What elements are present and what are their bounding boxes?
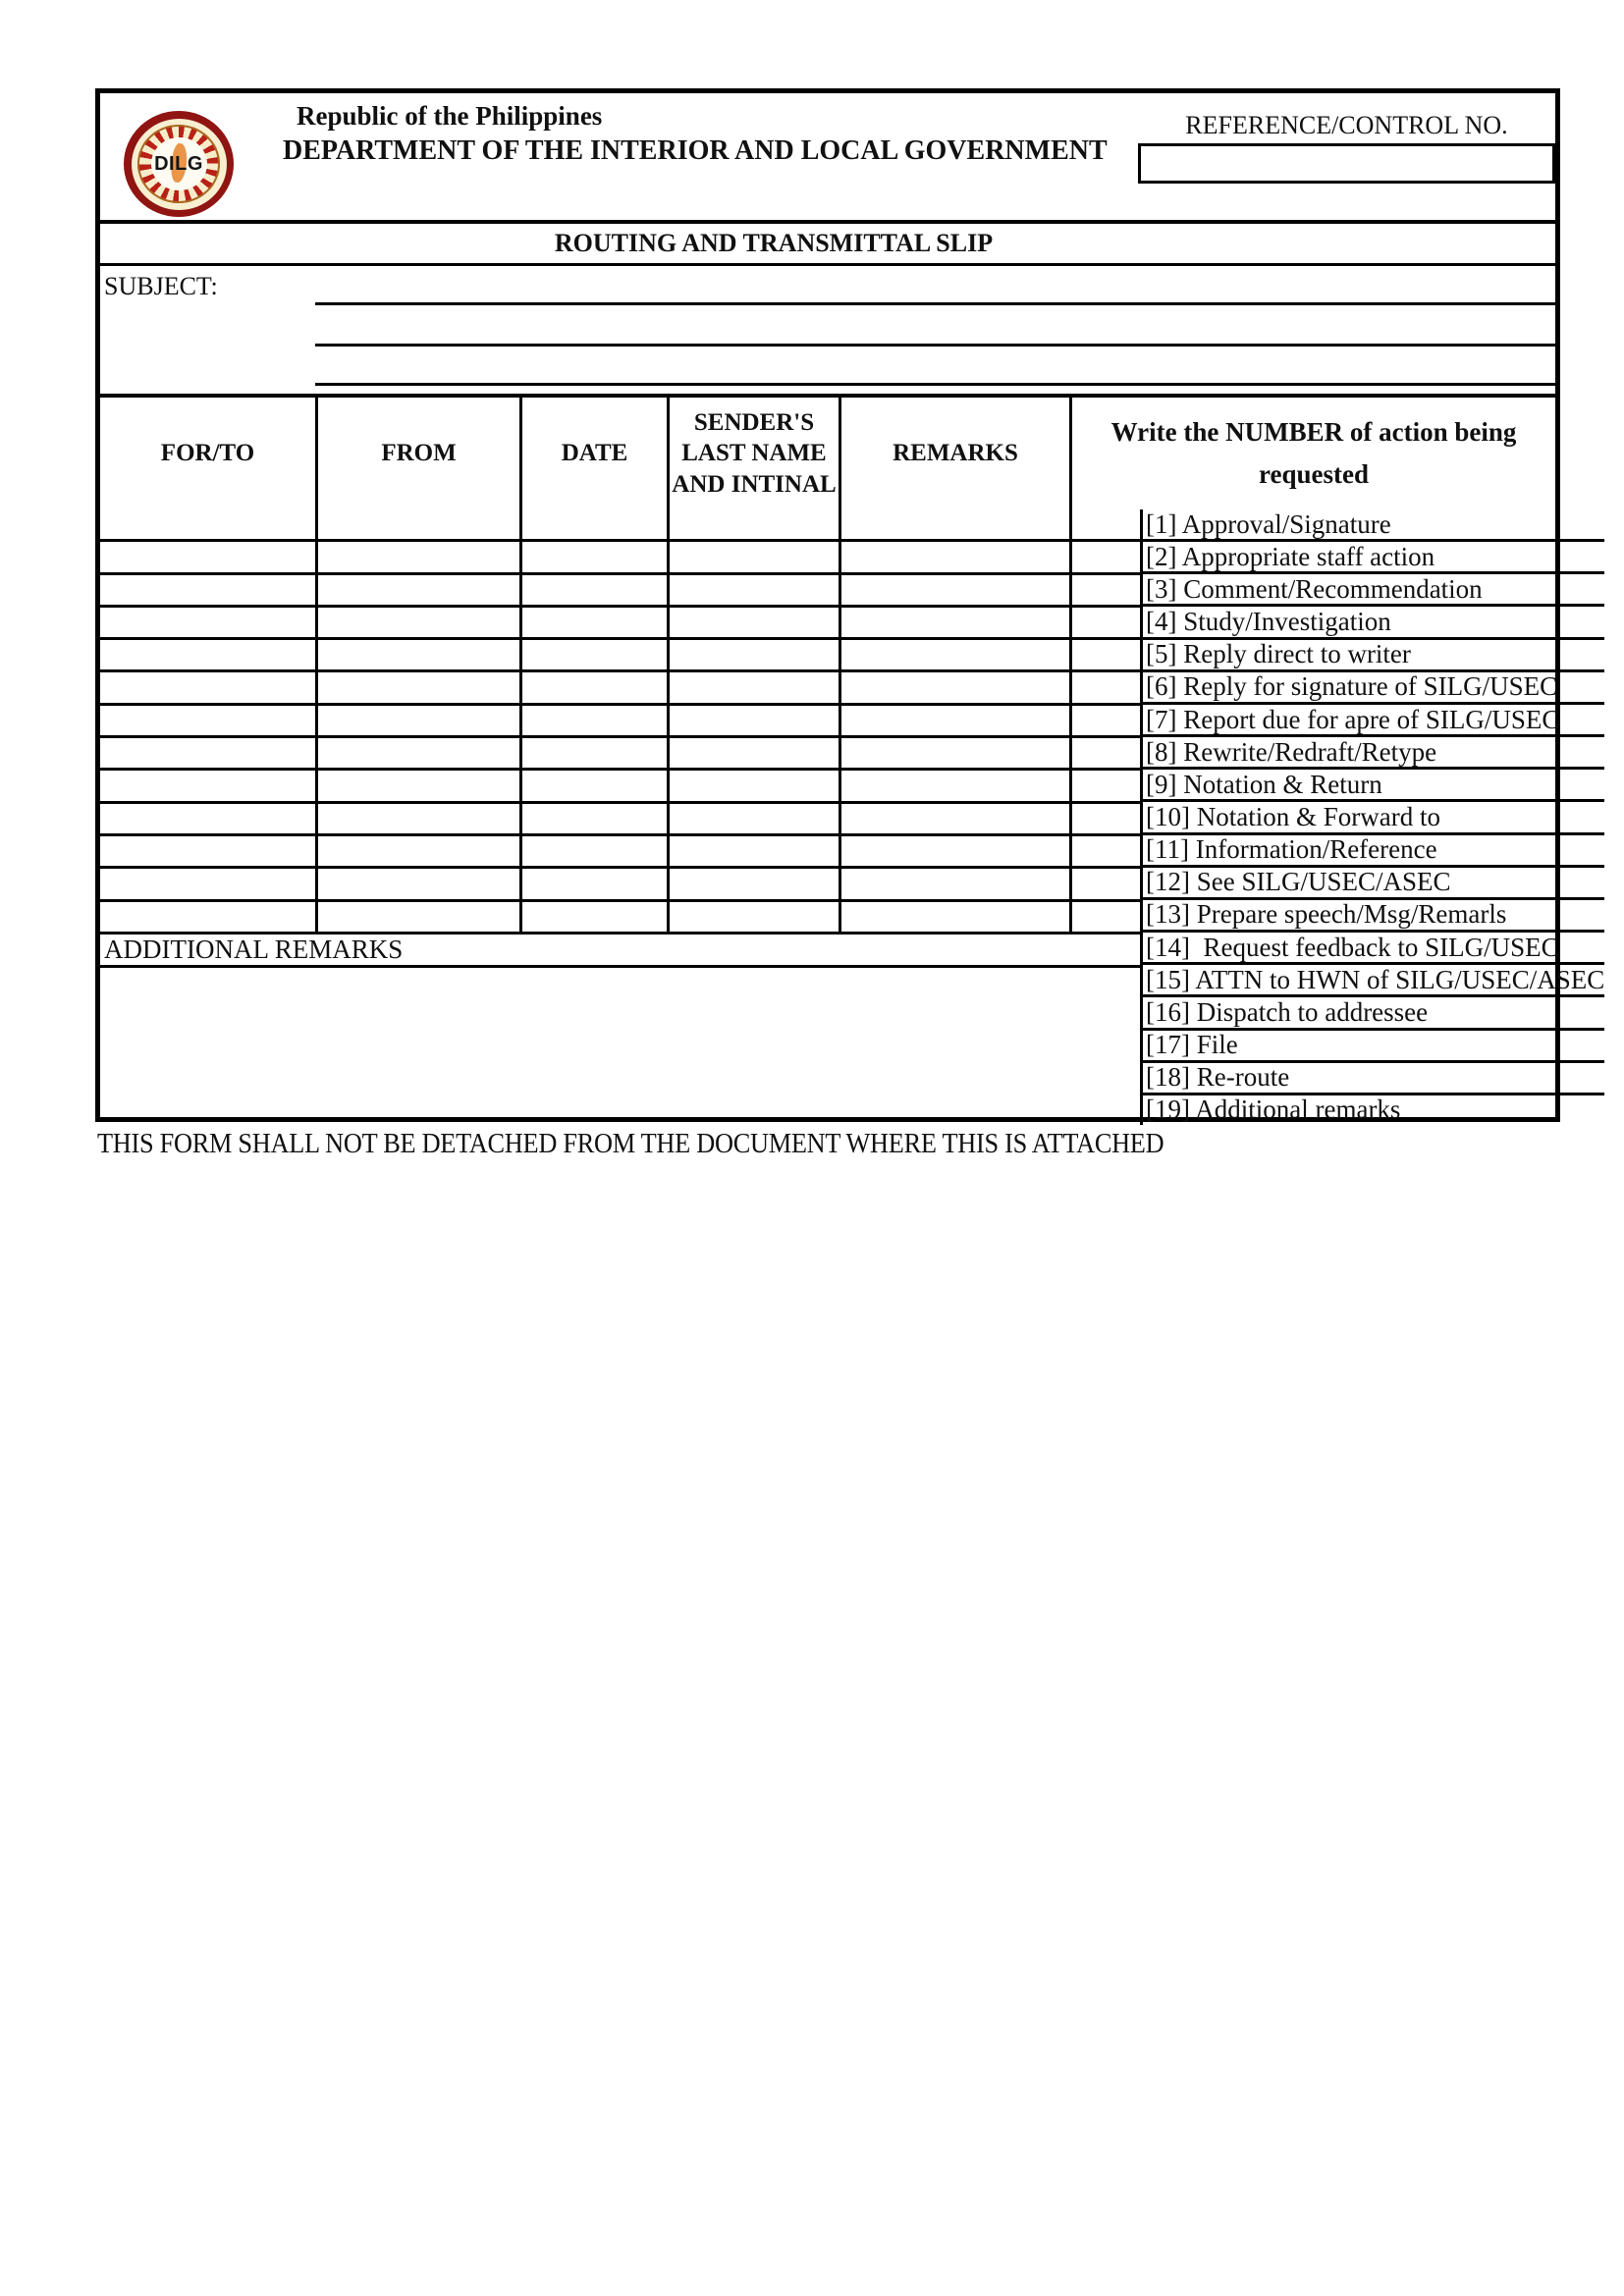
cell-for-to[interactable]: [100, 902, 318, 932]
cell-for-to[interactable]: [100, 509, 318, 539]
routing-rows: [100, 509, 1140, 934]
action-list: [1140, 509, 1604, 1125]
table-header-row: [100, 394, 1555, 509]
cell-action-number[interactable]: [1072, 902, 1140, 932]
routing-slip-form: [95, 88, 1605, 1125]
action-item: [1] Approval/Signature: [1143, 509, 1604, 542]
cell-for-to[interactable]: [100, 804, 318, 833]
action-item: [7] Report due for apre of SILG/USEC: [1143, 705, 1604, 737]
routing-row: [100, 608, 1140, 640]
cell-sender[interactable]: [670, 509, 841, 539]
cell-from[interactable]: [318, 902, 522, 932]
seal-outer-band: [132, 119, 227, 210]
action-item: [10] Notation & Forward to: [1143, 802, 1604, 834]
cell-action-number[interactable]: [1072, 804, 1140, 833]
routing-row: [100, 542, 1140, 574]
department-line: DEPARTMENT OF THE INTERIOR AND LOCAL GOVERNMENT: [283, 135, 1108, 166]
cell-for-to[interactable]: [100, 836, 318, 866]
cell-date[interactable]: [522, 706, 670, 735]
cell-remarks[interactable]: [841, 672, 1072, 702]
cell-action-number[interactable]: [1072, 672, 1140, 702]
routing-row: [100, 706, 1140, 738]
cell-date[interactable]: [522, 509, 670, 539]
action-item: [15] ATTN to HWN of SILG/USEC/ASEC: [1143, 965, 1604, 997]
cell-date[interactable]: [522, 902, 670, 932]
cell-date[interactable]: [522, 836, 670, 866]
action-item: [17] File: [1143, 1031, 1604, 1063]
seal-dilg-text: DILG: [154, 152, 203, 175]
cell-remarks[interactable]: [841, 509, 1072, 539]
additional-remarks-label: ADDITIONAL REMARKS: [100, 934, 1140, 968]
cell-for-to[interactable]: [100, 771, 318, 800]
cell-sender[interactable]: [670, 804, 841, 833]
action-item: [13] Prepare speech/Msg/Remarls: [1143, 900, 1604, 933]
col-header-date: DATE: [522, 398, 670, 509]
cell-date[interactable]: [522, 869, 670, 898]
action-item: [16] Dispatch to addressee: [1143, 997, 1604, 1030]
cell-action-number[interactable]: [1072, 771, 1140, 800]
cell-for-to[interactable]: [100, 542, 318, 571]
cell-from[interactable]: [318, 640, 522, 669]
cell-remarks[interactable]: [841, 575, 1072, 605]
routing-row: [100, 771, 1140, 803]
cell-from[interactable]: [318, 706, 522, 735]
cell-remarks[interactable]: [841, 640, 1072, 669]
routing-row: [100, 869, 1140, 901]
subject-line[interactable]: [315, 383, 1555, 386]
cell-action-number[interactable]: [1072, 575, 1140, 605]
routing-left-grid: [100, 509, 1140, 1125]
cell-sender[interactable]: [670, 902, 841, 932]
cell-action-number[interactable]: [1072, 869, 1140, 898]
cell-action-number[interactable]: [1072, 706, 1140, 735]
cell-sender[interactable]: [670, 640, 841, 669]
routing-row: [100, 672, 1140, 705]
cell-remarks[interactable]: [841, 608, 1072, 637]
cell-sender[interactable]: [670, 738, 841, 768]
action-item: [18] Re-route: [1143, 1063, 1604, 1095]
cell-remarks[interactable]: [841, 804, 1072, 833]
cell-from[interactable]: [318, 672, 522, 702]
cell-for-to[interactable]: [100, 869, 318, 898]
cell-from[interactable]: [318, 771, 522, 800]
cell-date[interactable]: [522, 542, 670, 571]
cell-sender[interactable]: [670, 706, 841, 735]
action-item: [5] Reply direct to writer: [1143, 640, 1604, 672]
cell-sender[interactable]: [670, 836, 841, 866]
cell-for-to[interactable]: [100, 575, 318, 605]
cell-date[interactable]: [522, 575, 670, 605]
routing-row: [100, 902, 1140, 934]
dilg-seal-icon: [124, 111, 234, 217]
cell-sender[interactable]: [670, 672, 841, 702]
cell-from[interactable]: [318, 869, 522, 898]
cell-remarks[interactable]: [841, 902, 1072, 932]
action-item: [4] Study/Investigation: [1143, 607, 1604, 639]
action-item: [9] Notation & Return: [1143, 770, 1604, 802]
additional-remarks-area[interactable]: [100, 968, 1140, 1125]
routing-row: [100, 509, 1140, 542]
cell-remarks[interactable]: [841, 771, 1072, 800]
cell-from[interactable]: [318, 575, 522, 605]
cell-sender[interactable]: [670, 542, 841, 571]
form-header: [100, 101, 1555, 220]
cell-for-to[interactable]: [100, 608, 318, 637]
action-item: [6] Reply for signature of SILG/USEC: [1143, 672, 1604, 705]
cell-sender[interactable]: [670, 608, 841, 637]
cell-from[interactable]: [318, 804, 522, 833]
cell-action-number[interactable]: [1072, 738, 1140, 768]
action-item: [14] Request feedback to SILG/USEC: [1143, 933, 1604, 965]
cell-from[interactable]: [318, 509, 522, 539]
cell-remarks[interactable]: [841, 836, 1072, 866]
subject-section: [100, 266, 1555, 394]
cell-sender[interactable]: [670, 575, 841, 605]
reference-control-label: REFERENCE/CONTROL NO.: [1185, 111, 1508, 139]
subject-label: SUBJECT:: [104, 272, 218, 300]
seal-figures-ring: [137, 125, 220, 203]
reference-control-input[interactable]: [1138, 143, 1555, 184]
routing-row: [100, 836, 1140, 869]
col-header-for-to: FOR/TO: [100, 398, 318, 509]
cell-from[interactable]: [318, 836, 522, 866]
action-item: [19] Additional remarks: [1146, 1095, 1401, 1125]
cell-for-to[interactable]: [100, 738, 318, 768]
cell-action-number[interactable]: [1072, 608, 1140, 637]
cell-from[interactable]: [318, 608, 522, 637]
cell-action-number[interactable]: [1072, 640, 1140, 669]
form-title: ROUTING AND TRANSMITTAL SLIP: [100, 220, 1555, 266]
cell-date[interactable]: [522, 672, 670, 702]
cell-from[interactable]: [318, 738, 522, 768]
republic-line: Republic of the Philippines: [297, 101, 603, 131]
cell-sender[interactable]: [670, 869, 841, 898]
cell-for-to[interactable]: [100, 706, 318, 735]
cell-remarks[interactable]: [841, 738, 1072, 768]
action-item: [2] Appropriate staff action: [1143, 542, 1604, 574]
seal-center: [151, 137, 207, 190]
cell-for-to[interactable]: [100, 640, 318, 669]
action-item: [12] See SILG/USEC/ASEC: [1143, 868, 1604, 900]
cell-date[interactable]: [522, 771, 670, 800]
cell-remarks[interactable]: [841, 542, 1072, 571]
action-item: [8] Rewrite/Redraft/Retype: [1143, 737, 1604, 770]
cell-action-number[interactable]: [1072, 542, 1140, 571]
routing-row: [100, 575, 1140, 608]
routing-row: [100, 738, 1140, 771]
col-header-remarks: REMARKS: [841, 398, 1072, 509]
cell-action-number[interactable]: [1072, 836, 1140, 866]
col-header-sender: SENDER'S LAST NAME AND INTINAL: [670, 398, 841, 509]
cell-remarks[interactable]: [841, 869, 1072, 898]
subject-line[interactable]: [315, 344, 1555, 347]
table-body: [100, 509, 1605, 1125]
col-header-from: FROM: [318, 398, 522, 509]
cell-from[interactable]: [318, 542, 522, 571]
cell-date[interactable]: [522, 804, 670, 833]
routing-row: [100, 804, 1140, 836]
cell-remarks[interactable]: [841, 706, 1072, 735]
cell-date[interactable]: [522, 608, 670, 637]
routing-row: [100, 640, 1140, 672]
cell-date[interactable]: [522, 640, 670, 669]
cell-sender[interactable]: [670, 771, 841, 800]
action-item: [11] Information/Reference: [1143, 835, 1604, 868]
action-item: [3] Comment/Recommendation: [1143, 574, 1604, 607]
footer-note: THIS FORM SHALL NOT BE DETACHED FROM THE DOCUMENT WHERE THIS IS ATTACHED: [97, 1129, 1164, 1159]
cell-for-to[interactable]: [100, 672, 318, 702]
cell-action-number[interactable]: [1072, 509, 1140, 539]
subject-line[interactable]: [315, 302, 1555, 305]
col-header-action-number: Write the NUMBER of action being requested: [1110, 416, 1517, 489]
cell-date[interactable]: [522, 738, 670, 768]
